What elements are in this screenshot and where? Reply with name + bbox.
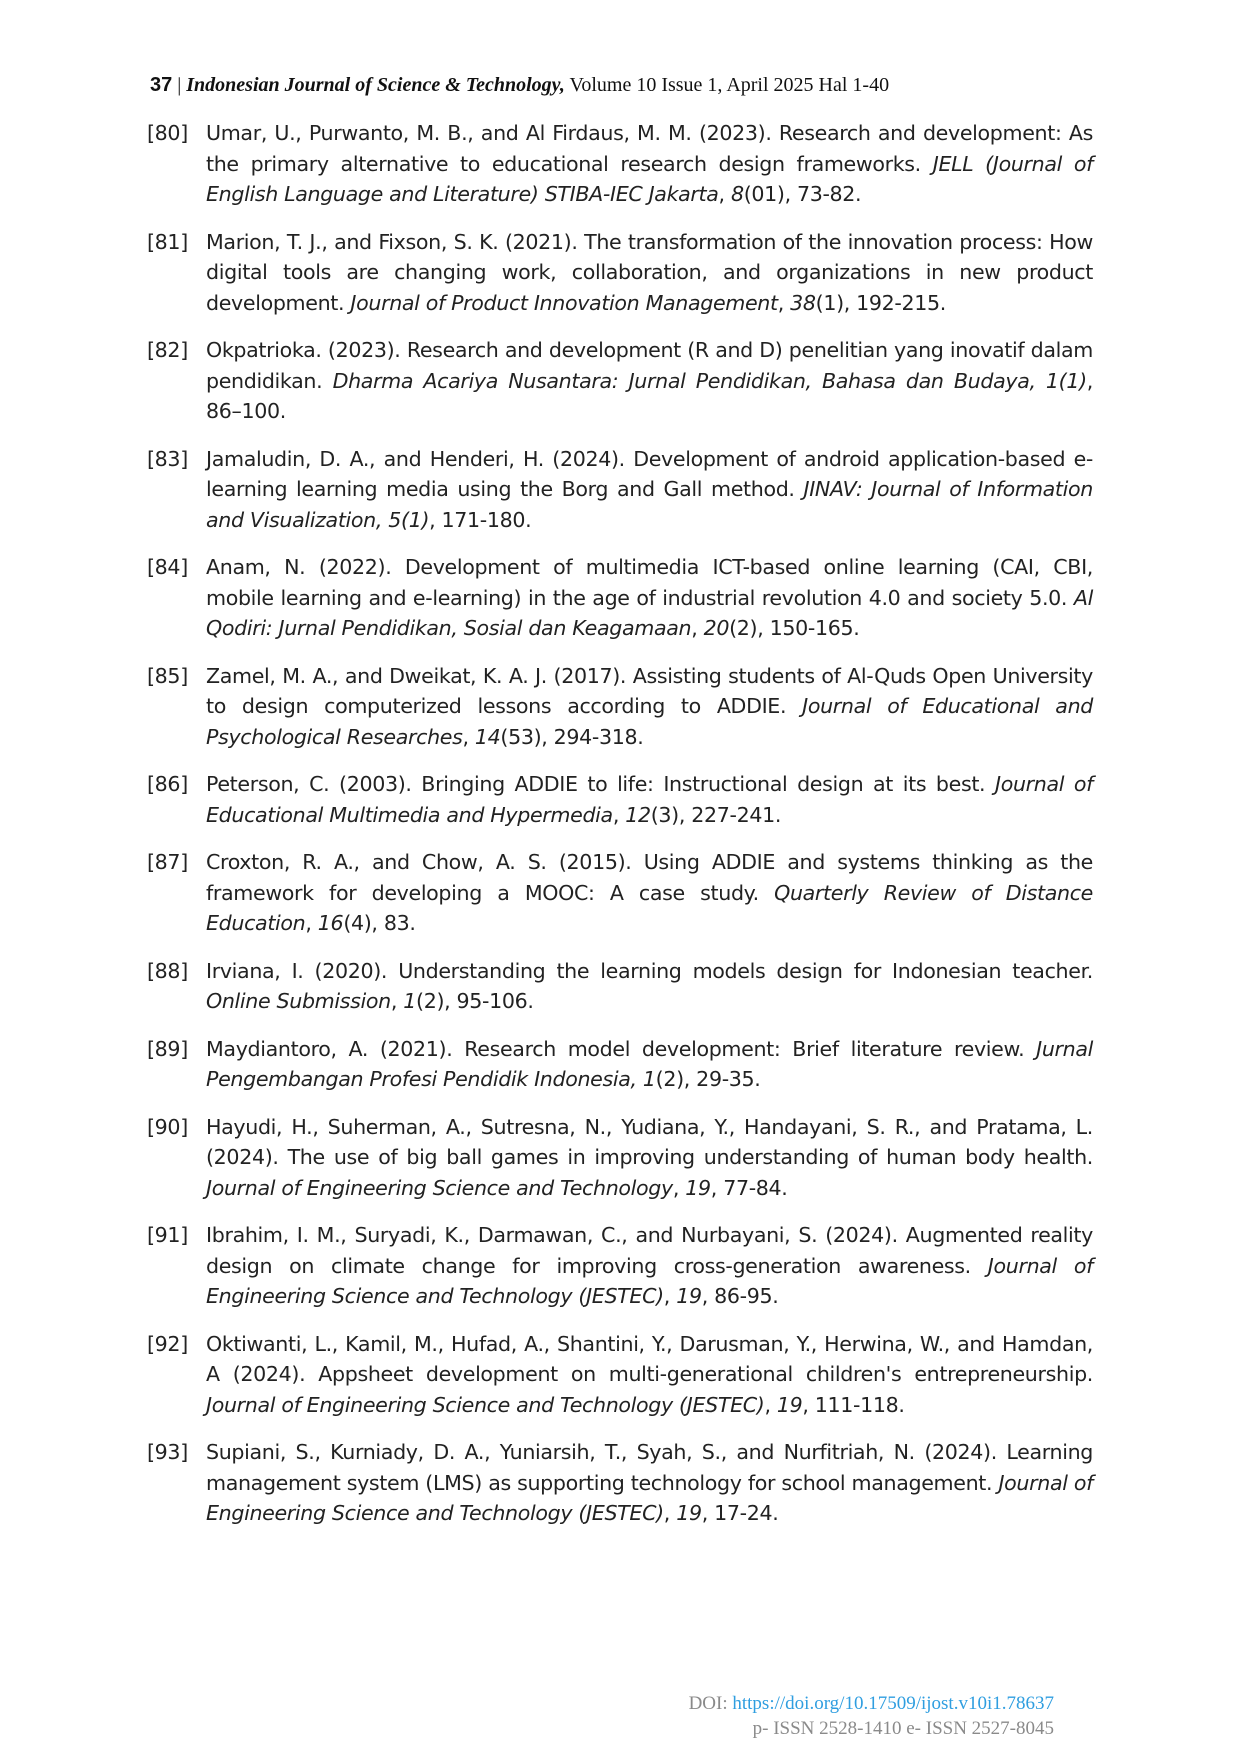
reference-number: [91] (147, 1223, 188, 1247)
reference-number: [87] (147, 850, 188, 874)
reference-item (147, 444, 1093, 536)
reference-number: [90] (147, 1114, 188, 1139)
page-number: 37 (150, 74, 173, 96)
reference-authors-title: Oktiwanti, L., Kamil, M., Hufad, A., Shantini, Y., Darusman, Y., Herwina, W., and Hamdan, A (2024). Appsheet development on multi-generational children's entrepreneurship. (206, 1331, 1093, 1386)
reference-item (147, 335, 1093, 427)
reference-authors-title: Croxton, R. A., and Chow, A. S. (2015). Using ADDIE and systems thinking as the framework for developing a MOOC: A case study. (206, 850, 1093, 905)
reference-authors-title: Maydiantoro, A. (2021). Research model development: Brief literature review. (206, 1036, 1037, 1061)
reference-authors-title: Marion, T. J., and Fixson, S. K. (2021). The transformation of the innovation process: How digital tools are changing work, collaboration, and organizations in new product development. (206, 229, 1093, 315)
reference-text (206, 661, 1093, 753)
doi-label: DOI: (688, 1693, 733, 1714)
reference-authors-title: Okpatrioka. (2023). Research and development (R and D) penelitian yang inovatif dalam pendidikan. (206, 338, 1093, 393)
running-header (150, 74, 1110, 97)
issue-info: Volume 10 Issue 1, April 2025 Hal 1-40 (564, 74, 890, 96)
reference-item (147, 227, 1093, 319)
reference-pages: , 171-180. (429, 507, 532, 532)
reference-pages: , 111-118. (802, 1392, 905, 1417)
reference-pages: (2), 95-106. (416, 989, 534, 1013)
reference-text (206, 956, 1093, 1017)
reference-volume: 19 (776, 1392, 803, 1417)
reference-separator: , (612, 802, 626, 827)
reference-volume: 1 (403, 989, 417, 1013)
reference-list (147, 118, 1093, 1546)
reference-number: [85] (147, 663, 188, 688)
reference-authors-title: Ibrahim, I. M., Suryadi, K., Darmawan, C., and Nurbayani, S. (2024). Augmented reality design on climate change for improving cross-generation awareness. (206, 1223, 1093, 1278)
reference-separator: , (663, 1501, 677, 1525)
reference-text (206, 769, 1093, 830)
issn-line: p- ISSN 2528-1410 e- ISSN 2527-8045 (752, 1718, 1054, 1739)
reference-separator: , (663, 1284, 677, 1308)
reference-item (147, 552, 1093, 644)
journal-title: Indonesian Journal of Science & Technology, (186, 74, 565, 96)
reference-volume: 16 (317, 911, 344, 935)
reference-text (206, 444, 1093, 536)
reference-pages: , 86–100. (206, 368, 1093, 423)
header-separator: | (172, 74, 187, 96)
reference-volume: 12 (625, 802, 651, 827)
reference-number: [84] (147, 555, 188, 579)
reference-journal: Journal of Product Innovation Management (350, 290, 778, 315)
reference-pages: (53), 294-318. (500, 724, 644, 749)
reference-authors-title: Supiani, S., Kurniady, D. A., Yuniarsih, T., Syah, S., and Nurfitriah, N. (2024). Learning management system (LMS) as supporting technology for school management. (206, 1440, 1093, 1495)
reference-text (206, 1220, 1093, 1312)
reference-separator: , (462, 724, 475, 749)
reference-number: [81] (147, 229, 188, 254)
reference-pages: (1), 192-215. (815, 290, 946, 315)
reference-pages: , 86-95. (701, 1284, 779, 1308)
reference-journal: Quarterly Review of Distance Education (206, 880, 1093, 935)
reference-authors-title: Anam, N. (2022). Development of multimedia ICT-based online learning (CAI, CBI, mobile learning and e-learning) in the age of industrial revolution 4.0 and society 5.0. (206, 555, 1093, 610)
reference-journal: Journal of Engineering Science and Technology (JESTEC) (206, 1470, 1093, 1525)
reference-number: [88] (147, 958, 188, 983)
reference-journal: Journal of Engineering Science and Technology (JESTEC) (206, 1253, 1094, 1308)
reference-text (206, 227, 1093, 319)
reference-authors-title: Irviana, I. (2020). Understanding the learning models design for Indonesian teacher. (206, 958, 1093, 983)
reference-journal: Dharma Acariya Nusantara: Jurnal Pendidikan, Bahasa dan Budaya, 1(1) (332, 368, 1087, 393)
reference-journal: Jurnal Pengembangan Profesi Pendidik Indonesia, 1 (206, 1036, 1093, 1091)
reference-separator: , (764, 1392, 777, 1417)
reference-number: [86] (147, 772, 188, 796)
reference-text (206, 847, 1093, 939)
reference-pages: , 17-24. (701, 1501, 779, 1525)
reference-journal: Al Qodiri: Jurnal Pendidikan, Sosial dan Keagamaan (206, 585, 1093, 640)
reference-item (147, 661, 1093, 753)
reference-separator: , (691, 616, 704, 640)
reference-separator: , (777, 290, 791, 315)
reference-separator: , (718, 182, 731, 206)
reference-journal: Online Submission (206, 989, 391, 1013)
reference-item (147, 1034, 1093, 1095)
reference-authors-title: Peterson, C. (2003). Bringing ADDIE to life: Instructional design at its best. (206, 772, 995, 796)
reference-authors-title: Hayudi, H., Suherman, A., Sutresna, N., Yudiana, Y., Handayani, S. R., and Pratama, L. (2024). The use of big ball games in improving understanding of human body health. (206, 1114, 1093, 1169)
reference-volume: 20 (703, 616, 730, 640)
reference-journal: JINAV: Journal of Information and Visualization, 5(1) (206, 477, 1093, 532)
reference-number: [82] (147, 338, 188, 362)
reference-text (206, 1034, 1093, 1095)
reference-authors-title: Umar, U., Purwanto, M. B., and Al Firdaus, M. M. (2023). Research and development: As the primary alternative to educational research design frameworks. (206, 121, 1093, 176)
reference-journal: Journal of Engineering Science and Technology (206, 1175, 673, 1200)
reference-volume: 19 (676, 1284, 702, 1308)
reference-volume: 19 (685, 1175, 711, 1200)
reference-item (147, 118, 1093, 210)
reference-separator: , (672, 1175, 686, 1200)
reference-journal: Journal of Engineering Science and Technology (JESTEC) (206, 1392, 765, 1417)
reference-pages: (4), 83. (343, 911, 416, 935)
doi-line (689, 1691, 1054, 1716)
doi-link[interactable]: https://doi.org/10.17509/ijost.v10i1.78637 (732, 1693, 1054, 1714)
reference-journal: Journal of Educational and Psychological Researches (206, 694, 1093, 749)
reference-separator: , (305, 911, 318, 935)
reference-number: [80] (147, 121, 188, 145)
reference-pages: (2), 150-165. (729, 616, 860, 640)
reference-item (147, 1220, 1093, 1312)
reference-text (206, 1112, 1093, 1204)
reference-journal: Journal of Educational Multimedia and Hypermedia (206, 772, 1093, 827)
reference-volume: 38 (790, 290, 816, 315)
reference-pages: (3), 227-241. (650, 802, 782, 827)
reference-text (206, 118, 1093, 210)
reference-number: [83] (147, 446, 188, 471)
reference-pages: (01), 73-82. (743, 182, 862, 206)
reference-item (147, 1112, 1093, 1204)
reference-text (206, 1437, 1093, 1529)
reference-authors-title: Zamel, M. A., and Dweikat, K. A. J. (2017). Assisting students of Al-Quds Open University to design computerized lessons according to ADDIE. (206, 663, 1093, 718)
reference-number: [93] (147, 1440, 188, 1464)
reference-journal: JELL (Journal of English Language and Literature) STIBA-IEC Jakarta (206, 151, 1093, 206)
reference-number: [92] (147, 1331, 188, 1356)
reference-text (206, 335, 1093, 427)
reference-item (147, 1329, 1093, 1421)
reference-pages: , 77-84. (710, 1175, 788, 1200)
reference-volume: 14 (474, 724, 501, 749)
reference-text (206, 552, 1093, 644)
reference-item (147, 1437, 1093, 1529)
reference-pages: (2), 29-35. (655, 1067, 761, 1091)
reference-item (147, 956, 1093, 1017)
reference-item (147, 847, 1093, 939)
reference-number: [89] (147, 1036, 188, 1061)
reference-volume: 8 (730, 182, 744, 206)
page-footer (689, 1691, 1054, 1741)
reference-separator: , (390, 989, 404, 1013)
reference-text (206, 1329, 1093, 1421)
reference-volume: 19 (676, 1501, 702, 1525)
reference-authors-title: Jamaludin, D. A., and Henderi, H. (2024). Development of android application-based e-learning learning media using the Borg and Gall method. (206, 446, 1093, 501)
reference-item (147, 769, 1093, 830)
